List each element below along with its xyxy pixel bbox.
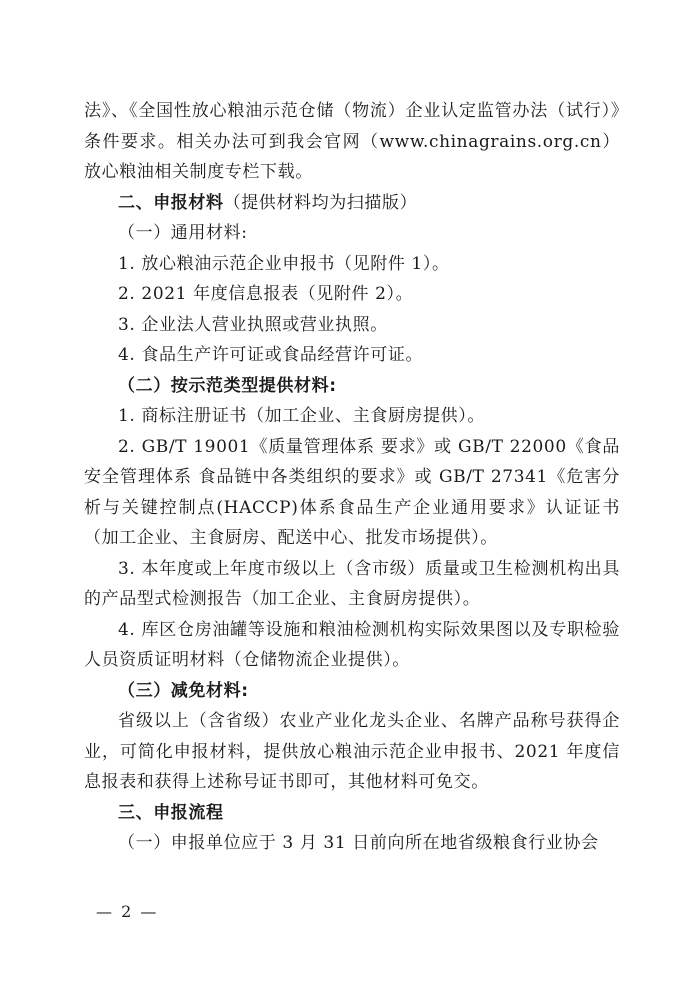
list-item: 3. 本年度或上年度市级以上（含市级）质量或卫生检测机构出具的产品型式检测报告（加工企业、主食厨房提供）。 [84,558,620,609]
subheading-general-materials: （一）通用材料: [118,223,248,243]
section-heading-3 [84,798,620,829]
document-body [84,96,620,859]
section-heading-2-title: 二、申报材料 [118,192,224,213]
subheading-type-materials [84,371,620,402]
paragraph-reduced-materials: 省级以上（含省级）农业产业化龙头企业、名牌产品称号获得企业，可简化申报材料，提供放心粮油示范企业申报书、2021 年度信息报表和获得上述称号证书即可，其他材料可免交。 [84,711,620,792]
subheading-type-materials-title: （二）按示范类型提供材料: [118,375,337,396]
paragraph-continuation: 法》、《全国性放心粮油示范仓储（物流）企业认定监管办法（试行）》条件要求。相关办法可到我会官网（www.chinagrains.org.cn）放心粮油相关制度专栏下载。 [84,101,620,182]
list-item: 1. 放心粮油示范企业申报书（见附件 1）。 [118,253,450,274]
list-item: 4. 库区仓房油罐等设施和粮油检测机构实际效果图以及专职检验人员资质证明材料（仓储物流企业提供）。 [84,619,620,670]
list-item: 4. 食品生产许可证或食品经营许可证。 [118,345,424,365]
subheading-reduced-materials-title: （三）减免材料: [118,680,249,701]
list-item: 1. 商标注册证书（加工企业、主食厨房提供）。 [118,406,485,426]
list-item: 2. 2021 年度信息报表（见附件 2）。 [118,284,414,304]
section-heading-3-title: 三、申报流程 [118,802,224,823]
paragraph-process: （一）申报单位应于 3 月 31 日前向所在地省级粮食行业协会 [118,833,599,853]
section-heading-2-note: （提供材料均为扫描版） [223,192,418,213]
list-item: 3. 企业法人营业执照或营业执照。 [118,314,388,335]
section-heading-2 [84,188,620,219]
list-item: 2. GB/T 19001《质量管理体系 要求》或 GB/T 22000《食品安全管理体系 食品链中各类组织的要求》或 GB/T 27341《危害分析与关键控制点(HACCP)体系食品生产企业通用要求》认证证书（加工企业、主食厨房、配送中心、批发市场提供）。 [84,436,620,548]
subheading-reduced-materials [84,676,620,707]
page-number: — 2 — [96,902,159,921]
